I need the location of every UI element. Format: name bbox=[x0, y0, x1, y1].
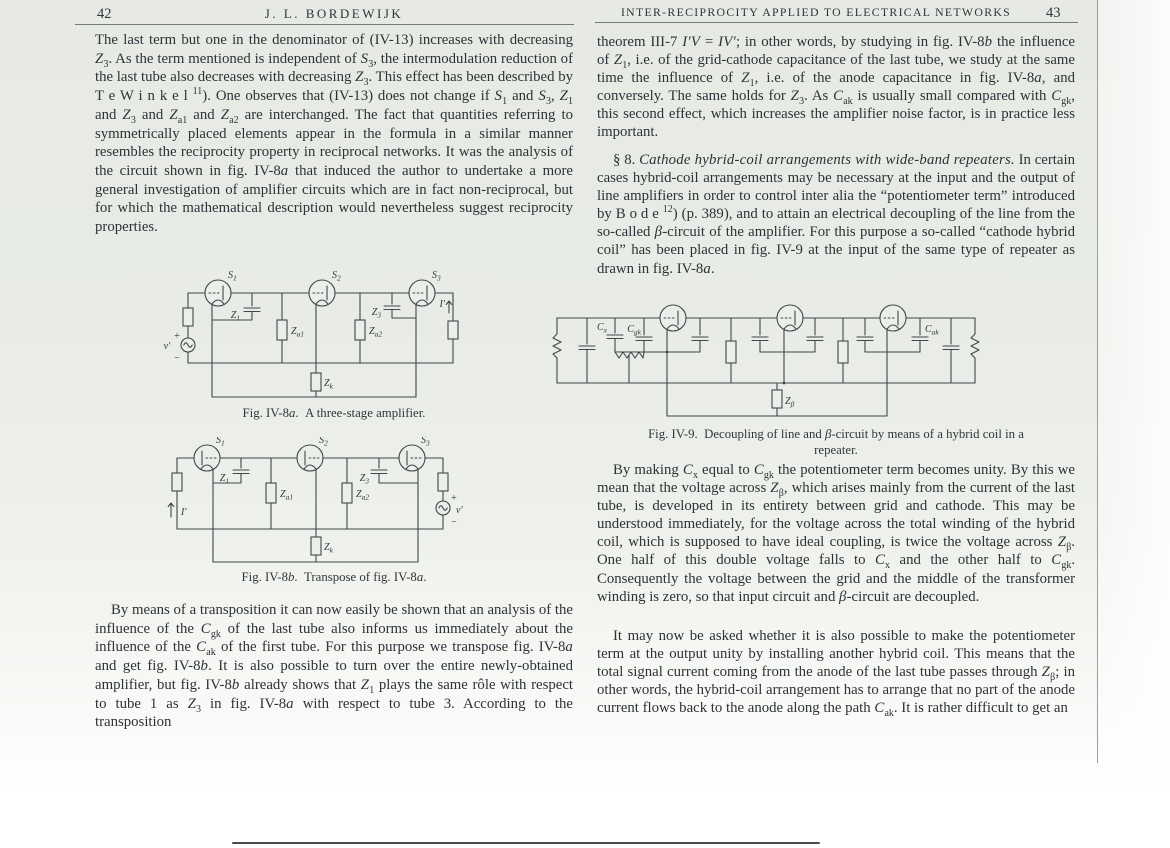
paragraph-output-unity: It may now be asked whether it is also possible to make the potentiometer term at the output unity by installing another hybrid coil. This means that the total signal current coming from the anode of the last tube passes through $Z_\beta$; in other words, the hybrid-coil arrangement has to arrange that no part of the anode current flows back to the anode along the path $C_{ak}$. It is rather difficult to get an bbox=[597, 628, 1076, 720]
resistor-icon bbox=[355, 293, 365, 363]
page-number-right: 43 bbox=[1046, 5, 1061, 21]
label-zk: $Z_k$ bbox=[324, 378, 333, 391]
label-cak: $C_{ak}$ bbox=[925, 324, 939, 337]
label-s1: $S_1$ bbox=[228, 270, 237, 283]
running-head-left: J. L. BORDEWIJK bbox=[264, 6, 404, 21]
label-i-load: I′ bbox=[181, 507, 187, 518]
label-s3: $S_3$ bbox=[432, 270, 441, 283]
page-edge-highlight bbox=[1098, 0, 1170, 763]
label-z1: $Z_1$ bbox=[230, 310, 240, 323]
label-s2: $S_2$ bbox=[319, 437, 328, 448]
resistor-icon bbox=[838, 318, 848, 383]
vacuum-tube-icon bbox=[880, 305, 906, 331]
header-rule-right bbox=[595, 22, 1078, 23]
vacuum-tube-icon bbox=[777, 305, 803, 331]
vacuum-tube-icon bbox=[297, 445, 323, 471]
figure-8a bbox=[150, 266, 470, 407]
label-za1: $Z_{a1}$ bbox=[291, 326, 305, 339]
figure-8b-caption: Fig. IV-8b. Transpose of fig. IV-8a. bbox=[241, 570, 427, 584]
label-s2: $S_2$ bbox=[332, 270, 341, 283]
capacitor-icon bbox=[692, 318, 708, 352]
wire bbox=[615, 330, 700, 416]
figure-8a-caption: Fig. IV-8a. A three-stage amplifier. bbox=[242, 406, 426, 420]
paragraph-potentiometer: By making $C_x$ equal to $C_{gk}$ the potentiometer term becomes unity. By this we mean that the voltage across $Z_\beta$, which arises mainly from the current of the last tube, is developed in its entirety between grid and cathode. This may be understood immediately, for the voltage across the total winding of the hybrid coil, which is supposed to have ideal coupling, is twice the voltage across $Z_\beta$. One half of this double voltage falls to $C_x$ and the other half to $C_{gk}$. Consequently the voltage between the grid and the middle of the transformer winding is zero, so that input circuit and β-circuit are decoupled. bbox=[597, 462, 1076, 605]
capacitor-icon bbox=[943, 318, 959, 383]
label-v-source: v′ bbox=[163, 341, 171, 352]
paragraph-theorem: theorem III-7 I′V = IV′; in other words, by studying in fig. IV-8b the influence of $Z_1$, i.e. of the grid-cathode capacitance of the last tube, we study at the same time the influence of $Z_1$, i.e. of the anode capacitance in fig. IV-8a, and conversely. The same holds for $Z_3$. As $C_{ak}$ is usually small compared with $C_{gk}$, this second effect, which increases the amplifier noise factor, is in practice less important. bbox=[597, 34, 1075, 141]
vacuum-tube-icon bbox=[409, 280, 435, 306]
output-branch bbox=[436, 458, 463, 529]
label-zbeta: $Z_\beta$ bbox=[785, 396, 795, 409]
label-cgk: $C_{gk}$ bbox=[627, 324, 641, 337]
vacuum-tube-icon bbox=[194, 445, 220, 471]
line-resistor-icon bbox=[553, 318, 561, 383]
label-s3: $S_3$ bbox=[421, 437, 430, 448]
capacitor-icon bbox=[807, 318, 823, 352]
label-v-source: v′ bbox=[456, 505, 463, 516]
line-resistor-icon bbox=[971, 318, 979, 383]
figure-9-caption: Fig. IV-9. Decoupling of line and β-circuit by means of a hybrid coil in a repeater. bbox=[648, 427, 1024, 457]
arrow-up-icon bbox=[168, 503, 174, 517]
wire bbox=[865, 330, 920, 416]
running-head-right: INTER-RECIPROCITY APPLIED TO ELECTRICAL NETWORKS bbox=[620, 5, 1012, 19]
page-number-left: 42 bbox=[97, 6, 112, 22]
figure-9 bbox=[549, 296, 985, 427]
label-z3: $Z_3$ bbox=[359, 473, 369, 486]
paragraph-intermodulation: The last term but one in the denominator of (IV-13) increases with decreasing $Z_3$. As the term mentioned is independent of $S_3$, the intermodulation reduction of the last tube also decreases with decreasing $Z_3$. This effect has been described by T e W i n k e l $^{11}$). One observes that (IV-13) does not change if $S_1$ and $S_3$, $Z_1$ and $Z_3$ and $Z_{a1}$ and $Z_{a2}$ are interchanged. The fact that quantities referring to symmetrically placed elements appear in the formula in a similar manner resembles the reciprocity property in reciprocal networks. It was the analysis of the circuit shown in fig. IV-8a that induced the author to undertake a more general investigation of amplifier circuits which are in fact non-reciprocal, but for which the mathematical description would nevertheless suggest reciprocity properties. bbox=[95, 32, 574, 236]
plus-sign: + bbox=[451, 493, 457, 504]
resistor-icon bbox=[183, 308, 193, 326]
resistor-icon bbox=[277, 293, 287, 363]
figure-8b-circuit bbox=[146, 437, 466, 569]
figure-8b bbox=[146, 437, 466, 574]
minus-sign: − bbox=[451, 517, 457, 528]
label-z3: $Z_3$ bbox=[371, 307, 381, 320]
input-branch bbox=[164, 293, 195, 364]
arrow-up-icon bbox=[446, 301, 452, 313]
resistor-icon bbox=[311, 373, 321, 391]
resistor-icon bbox=[448, 321, 458, 339]
wire bbox=[177, 529, 443, 562]
plus-sign: + bbox=[174, 331, 180, 342]
paragraph-transposition: By means of a transposition it can now easily be shown that an analysis of the influence of the $C_{gk}$ of the last tube also informs us immediately about the influence of the $C_{ak}$ of the first tube. For this purpose we transpose fig. IV-8a and get fig. IV-8b. It is also possible to turn over the entire newly-obtained amplifier, but fig. IV-8b already shows that $Z_1$ plays the same rôle with respect to tube 1 as $Z_3$ in fig. IV-8a with respect to tube 3. According to the transposition bbox=[95, 602, 573, 731]
label-za2: $Z_{a2}$ bbox=[369, 326, 383, 339]
hybrid-coil-icon bbox=[615, 352, 644, 383]
capacitor-icon bbox=[857, 318, 873, 352]
output-branch bbox=[438, 293, 458, 363]
label-s1: $S_1$ bbox=[216, 437, 225, 448]
vacuum-tube-icon bbox=[309, 280, 335, 306]
resistor-icon bbox=[342, 458, 352, 529]
label-cx: $C_x$ bbox=[596, 322, 607, 335]
capacitor-icon bbox=[607, 318, 623, 352]
resistor-icon bbox=[438, 473, 448, 491]
vacuum-tube-icon bbox=[205, 280, 231, 306]
resistor-icon bbox=[311, 537, 321, 555]
label-zk: $Z_k$ bbox=[324, 542, 333, 555]
label-za1: $Z_{a1}$ bbox=[280, 489, 294, 502]
resistor-icon bbox=[172, 473, 182, 491]
label-z1: $Z_1$ bbox=[219, 473, 229, 486]
vacuum-tube-icon bbox=[399, 445, 425, 471]
header-rule-left bbox=[75, 24, 574, 25]
figure-9-circuit bbox=[549, 296, 985, 422]
resistor-icon bbox=[266, 458, 276, 529]
input-branch bbox=[168, 458, 187, 529]
vacuum-tube-icon bbox=[660, 305, 686, 331]
figure-8a-circuit bbox=[150, 266, 470, 402]
paragraph-section-8: § 8. Cathode hybrid-coil arrangements with wide-band repeaters. In certain cases hybrid-coil arrangements may be necessary at the input and the output of line amplifiers in order to control inter alia the “potentiometer term” introduced by B o d e $^{12}$) (p. 389), and to attain an electrical decoupling of the line from the so-called β-circuit of the amplifier. For this purpose a so-called “cathode hybrid coil” has been placed in fig. IV-9 at the input of the same type of repeater as drawn in fig. IV-8a. bbox=[597, 152, 1075, 277]
capacitor-icon bbox=[579, 318, 595, 383]
page-bottom-edge bbox=[232, 842, 820, 844]
resistor-icon bbox=[726, 318, 736, 383]
junction-dot bbox=[783, 382, 786, 385]
junction-dot bbox=[666, 351, 669, 354]
minus-sign: − bbox=[174, 353, 180, 364]
label-i-load: I′ bbox=[439, 299, 445, 310]
label-za2: $Z_{a2}$ bbox=[356, 489, 370, 502]
capacitor-icon bbox=[752, 318, 768, 352]
wire bbox=[760, 330, 815, 383]
resistor-icon bbox=[772, 390, 782, 408]
